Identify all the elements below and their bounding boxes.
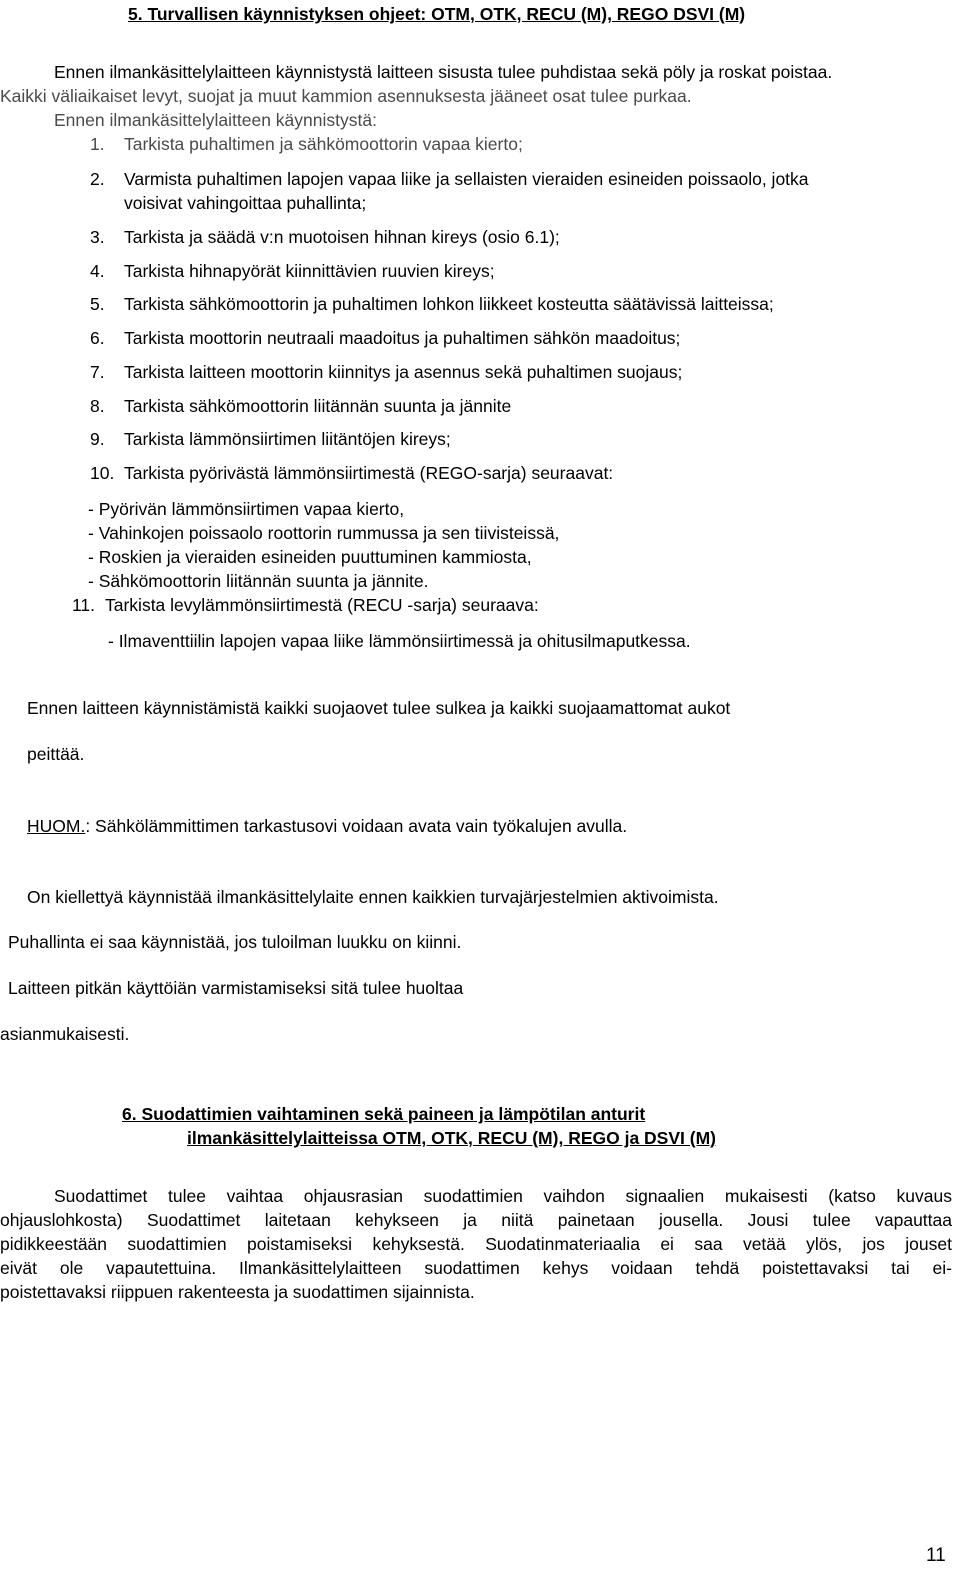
- subitem: - Roskien ja vieraiden esineiden puuttuminen kammiosta,: [88, 547, 532, 567]
- list-item-number: 10.: [90, 463, 115, 483]
- list-item-text: Tarkista ja säädä v:n muotoisen hihnan kireys (osio 6.1);: [124, 227, 560, 247]
- list-item-number: 5.: [90, 294, 105, 314]
- warning-2: Puhallinta ei saa käynnistää, jos tuloilman luukku on kiinni.: [8, 932, 462, 952]
- section-6-heading-line-2: ilmankäsittelylaitteissa OTM, OTK, RECU (M), REGO ja DSVI (M): [187, 1128, 716, 1148]
- list-item-text: Tarkista puhaltimen ja sähkömoottorin vapaa kierto;: [124, 134, 523, 154]
- intro-line-3: Ennen ilmankäsittelylaitteen käynnistystä:: [54, 110, 377, 130]
- section-6-heading-line-1: 6. Suodattimien vaihtaminen sekä paineen ja lämpötilan anturit: [122, 1104, 646, 1124]
- list-item-text: Varmista puhaltimen lapojen vapaa liike ja sellaisten vieraiden esineiden poissaolo, jotka: [124, 169, 809, 189]
- intro-line-1: Ennen ilmankäsittelylaitteen käynnistystä laitteen sisusta tulee puhdistaa sekä pöly ja roskat poistaa.: [54, 62, 833, 82]
- paragraph-line: eivät ole vapautettuina. Ilmankäsittelylaitteen suodattimen kehys voidaan tehdä poistettavaksi tai ei-: [0, 1258, 952, 1278]
- list-item-text: Tarkista hihnapyörät kiinnittävien ruuvien kireys;: [124, 261, 495, 281]
- subitem: - Vahinkojen poissaolo roottorin rummussa ja sen tiivisteissä,: [88, 523, 560, 543]
- list-item-number: 7.: [90, 362, 105, 382]
- list-item-number: 4.: [90, 261, 105, 281]
- closing-line-1: Ennen laitteen käynnistämistä kaikki suojaovet tulee sulkea ja kaikki suojaamattomat aukot: [27, 698, 731, 718]
- list-item-text: Tarkista laitteen moottorin kiinnitys ja asennus sekä puhaltimen suojaus;: [124, 362, 683, 382]
- paragraph-line: pidikkeestään suodattimien poistamiseksi kehyksestä. Suodatinmateriaalia ei saa vetää ylös, jos jouset: [0, 1234, 952, 1254]
- section-6-paragraph: [0, 1184, 952, 1304]
- intro-line-2: Kaikki väliaikaiset levyt, suojat ja muut kammion asennuksesta jääneet osat tulee purkaa.: [0, 86, 692, 106]
- paragraph-line: poistettavaksi riippuen rakenteesta ja suodattimen sijainnista.: [0, 1282, 475, 1302]
- section-5-heading: 5. Turvallisen käynnistyksen ohjeet: OTM, OTK, RECU (M), REGO DSVI (M): [128, 4, 746, 24]
- list-item-text: Tarkista levylämmönsiirtimestä (RECU -sarja) seuraava:: [105, 595, 539, 615]
- page-number: 11: [926, 1545, 946, 1566]
- list-item-text: Tarkista pyörivästä lämmönsiirtimestä (REGO-sarja) seuraavat:: [124, 463, 614, 483]
- note: [27, 815, 627, 837]
- list-item-number: 1.: [90, 134, 105, 154]
- maintenance-line-2: asianmukaisesti.: [0, 1024, 130, 1044]
- list-item-text: Tarkista sähkömoottorin ja puhaltimen lohkon liikkeet kosteutta säätävissä laitteissa;: [124, 294, 774, 314]
- list-item-number: 3.: [90, 227, 105, 247]
- subitem: - Ilmaventtiilin lapojen vapaa liike lämmönsiirtimessä ja ohitusilmaputkessa.: [108, 631, 691, 651]
- list-item-number: 2.: [90, 169, 105, 189]
- subitem: - Pyörivän lämmönsiirtimen vapaa kierto,: [88, 499, 405, 519]
- paragraph-line: Suodattimet tulee vaihtaa ohjausrasian suodattimien vaihdon signaalien mukaisesti (katso kuvaus: [54, 1186, 952, 1206]
- list-item-number: 11.: [72, 595, 96, 615]
- list-item-text: Tarkista sähkömoottorin liitännän suunta ja jännite: [124, 396, 512, 416]
- subitem: - Sähkömoottorin liitännän suunta ja jännite.: [88, 571, 429, 591]
- list-item-number: 6.: [90, 328, 105, 348]
- list-item-text: Tarkista moottorin neutraali maadoitus ja puhaltimen sähkön maadoitus;: [124, 328, 681, 348]
- note-label: HUOM.: [27, 816, 86, 836]
- list-item-number: 8.: [90, 396, 105, 416]
- warning-1: On kiellettyä käynnistää ilmankäsittelylaite ennen kaikkien turvajärjestelmien aktivoimista.: [27, 887, 719, 907]
- closing-line-2: peittää.: [27, 744, 85, 764]
- maintenance-line-1: Laitteen pitkän käyttöiän varmistamiseksi sitä tulee huoltaa: [8, 978, 464, 998]
- note-text: : Sähkölämmittimen tarkastusovi voidaan avata vain työkalujen avulla.: [85, 816, 628, 836]
- list-item-number: 9.: [90, 429, 105, 449]
- paragraph-line: ohjauslohkosta) Suodattimet laitetaan kehykseen ja niitä painetaan jousella. Jousi tulee vapauttaa: [0, 1210, 952, 1230]
- list-item-text: Tarkista lämmönsiirtimen liitäntöjen kireys;: [124, 429, 451, 449]
- list-item-text-continued: voisivat vahingoittaa puhallinta;: [124, 193, 367, 213]
